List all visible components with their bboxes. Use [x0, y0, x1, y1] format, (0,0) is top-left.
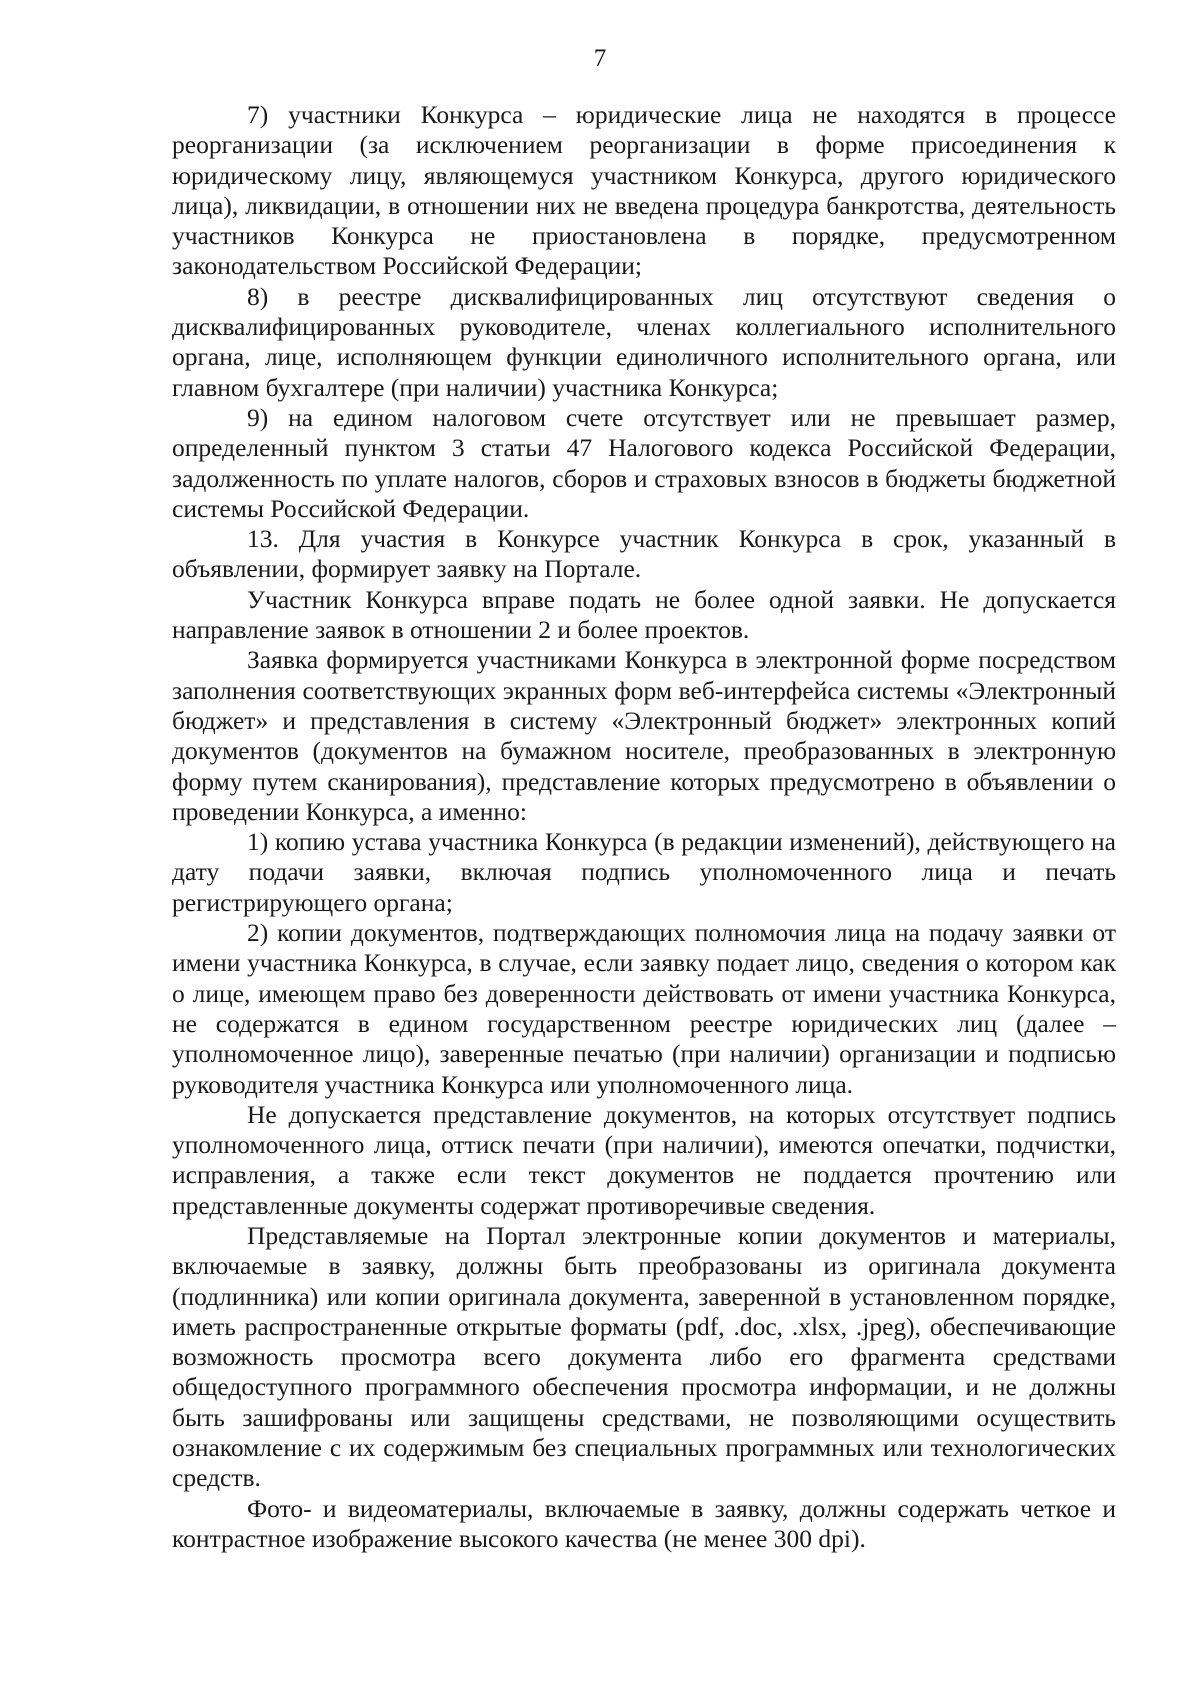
paragraph-section-13: 13. Для участия в Конкурсе участник Конкурса в срок, указанный в объявлении, формирует заявку на Портале. — [172, 524, 1116, 584]
paragraph-not-allowed: Не допускается представление документов, на которых отсутствует подпись уполномоченного лица, оттиск печати (при наличии), имеются опечатки, подчистки, исправления, а также если текст документов не поддается прочтению или представленные документы содержат противоречивые сведения. — [172, 1099, 1116, 1220]
paragraph-doc-item-2: 2) копии документов, подтверждающих полномочия лица на подачу заявки от имени участника Конкурса, в случае, если заявку подает лицо, сведения о котором как о лице, имеющем право без доверенности действовать от имени участника Конкурса, не содержатся в едином государственном реестре юридических лиц (далее – уполномоченное лицо), заверенные печатью (при наличии) организации и подписью руководителя участника Конкурса или уполномоченного лица. — [172, 918, 1116, 1099]
paragraph-application-form: Заявка формируется участниками Конкурса в электронной форме посредством заполнения соответствующих экранных форм веб-интерфейса системы «Электронный бюджет» и представления в систему «Электронный бюджет» электронных копий документов (документов на бумажном носителе, преобразованных в электронную форму путем сканирования), представление которых предусмотрено в объявлении о проведении Конкурса, а именно: — [172, 645, 1116, 826]
paragraph-item-9: 9) на едином налоговом счете отсутствует или не превышает размер, определенный пунктом 3 статьи 47 Налогового кодекса Российской Федерации, задолженность по уплате налогов, сборов и страховых взносов в бюджеты бюджетной системы Российской Федерации. — [172, 402, 1116, 523]
paragraph-item-8: 8) в реестре дисквалифицированных лиц отсутствуют сведения о дисквалифицированных руководителе, членах коллегиального исполнительного органа, лице, исполняющем функции единоличного исполнительного органа, или главном бухгалтере (при наличии) участника Конкурса; — [172, 281, 1116, 402]
paragraph-item-7: 7) участники Конкурса – юридические лица не находятся в процессе реорганизации (за исключением реорганизации в форме присоединения к юридическому лицу, являющемуся участником Конкурса, другого юридического лица), ликвидации, в отношении них не введена процедура банкротства, деятельность участников Конкурса не приостановлена в порядке, предусмотренном законодательством Российской Федерации; — [172, 100, 1116, 281]
paragraph-electronic-copies: Представляемые на Портал электронные копии документов и материалы, включаемые в заявку, должны быть преобразованы из оригинала документа (подлинника) или копии оригинала документа, заверенной в установленном порядке, иметь распространенные открытые форматы (pdf, .doc, .xlsx, .jpeg), обеспечивающие возможность просмотра всего документа либо его фрагмента средствами общедоступного программного обеспечения просмотра информации, и не должны быть зашифрованы или защищены средствами, не позволяющими осуществить ознакомление с их содержимым без специальных программных или технологических средств. — [172, 1220, 1116, 1493]
paragraph-doc-item-1: 1) копию устава участника Конкурса (в редакции изменений), действующего на дату подачи заявки, включая подпись уполномоченного лица и печать регистрирующего органа; — [172, 827, 1116, 917]
document-body — [172, 100, 1116, 1554]
paragraph-single-application: Участник Конкурса вправе подать не более одной заявки. Не допускается направление заявок в отношении 2 и более проектов. — [172, 584, 1116, 645]
page-number: 7 — [593, 45, 607, 72]
paragraph-photo-video: Фото- и видеоматериалы, включаемые в заявку, должны содержать четкое и контрастное изображение высокого качества (не менее 300 dpi). — [172, 1493, 1116, 1553]
